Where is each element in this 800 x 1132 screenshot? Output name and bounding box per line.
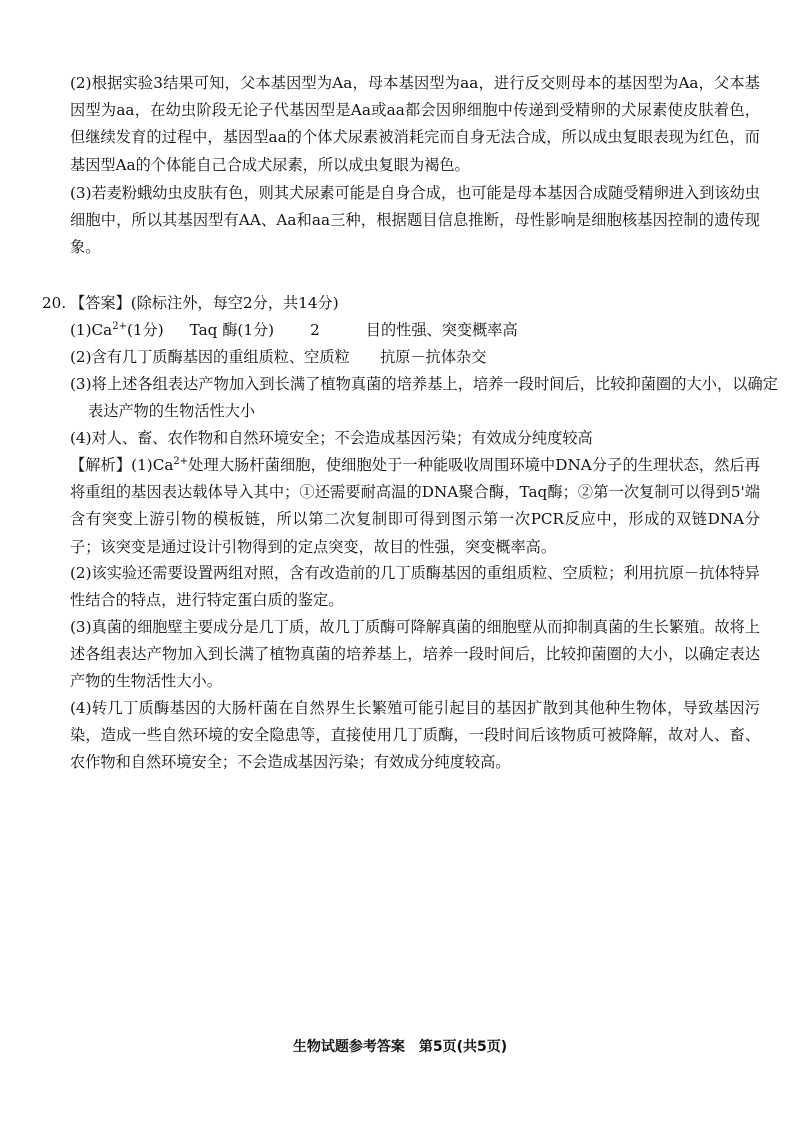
a1-part2: Taq 酶(1分) bbox=[189, 321, 275, 339]
q20-analysis-3: (3)真菌的细胞壁主要成分是几丁质，故几丁质酶可降解真菌的细胞壁从而抑制真菌的生长繁殖。故将上述各组表达产物加入到长满了植物真菌的培养基上，培养一段时间后，比较抑菌圈的大小，以确定表达产物的生物活性大小。 bbox=[70, 618, 760, 691]
q20-answer-3: (3)将上述各组表达产物加入到长满了植物真菌的培养基上，培养一段时间后，比较抑菌圈的大小，以确定表达产物的生物活性大小 bbox=[70, 375, 778, 421]
q20-answer-2: (2)含有几丁质酶基因的重组质粒、空质粒 抗原－抗体杂交 bbox=[70, 348, 487, 366]
a1-part4: 目的性强、突变概率高 bbox=[365, 321, 518, 339]
q20-analysis-1: 【解析】$(1)Ca^{2+}$处理大肠杆菌细胞，使细胞处于一种能吸收周围环境中DNA分子的生理状态，然后再将重组的基因表达载体导入其中；①还需要耐高温的DNA聚合酶，Taq酶；②第一次复制可以得到5'端含有突变上游引物的模板链，所以第二次复制即可得到图示第一次PCR反应中，形成的双链DNA分子；该突变是通过设计引物得到的定点突变，故目的性强，突变概率高。 bbox=[70, 455, 760, 556]
q20-answer-4: (4)对人、畜、农作物和自然环境安全；不会造成基因污染；有效成分纯度较高 bbox=[70, 429, 593, 447]
q20-answer-header: 【答案】(除标注外，每空2分，共14分) bbox=[70, 294, 339, 312]
q20-analysis-2: (2)该实验还需要设置两组对照，含有改造前的几丁质酶基因的重组质粒、空质粒；利用抗原－抗体特异性结合的特点，进行特定蛋白质的鉴定。 bbox=[70, 564, 760, 610]
a1-part1: (1分) bbox=[126, 321, 164, 339]
q20-answer-1 bbox=[70, 317, 518, 344]
q20-analysis-4: (4)转几丁质酶基因的大肠杆菌在自然界生长繁殖可能引起目的基因扩散到其他种生物体，导致基因污染，造成一些自然环境的安全隐患等，直接使用几丁质酶，一段时间后该物质可被降解，故对人、畜、农作物和自然环境安全；不会造成基因污染；有效成分纯度较高。 bbox=[70, 699, 760, 772]
q19-part3: (3)若麦粉蛾幼虫皮肤有色，则其犬尿素可能是自身合成，也可能是母本基因合成随受精卵进入到该幼虫细胞中，所以其基因型有AA、Aa和aa三种，根据题目信息推断，母性影响是细胞核基因控制的遗传现象。 bbox=[70, 184, 760, 257]
q20-number: 20. bbox=[42, 294, 67, 312]
a1-part3: 2 bbox=[310, 321, 320, 339]
page-footer: 生物试题参考答案 第5页(共5页) bbox=[292, 1039, 508, 1055]
a1-prefix: $(1)Ca^{2+}$ bbox=[70, 320, 127, 339]
q19-part2: (2)根据实验3结果可知，父本基因型为Aa，母本基因型为aa，进行反交则母本的基因型为Aa，父本基因型为aa，在幼虫阶段无论子代基因型是Aa或aa都会因卵细胞中传递到受精卵的犬尿素使皮肤着色，但继续发育的过程中，基因型aa的个体犬尿素被消耗完而自身无法合成，所以成虫复眼表现为红色，而基因型Aa的个体能自己合成犬尿素，所以成虫复眼为褐色。 bbox=[70, 74, 760, 174]
